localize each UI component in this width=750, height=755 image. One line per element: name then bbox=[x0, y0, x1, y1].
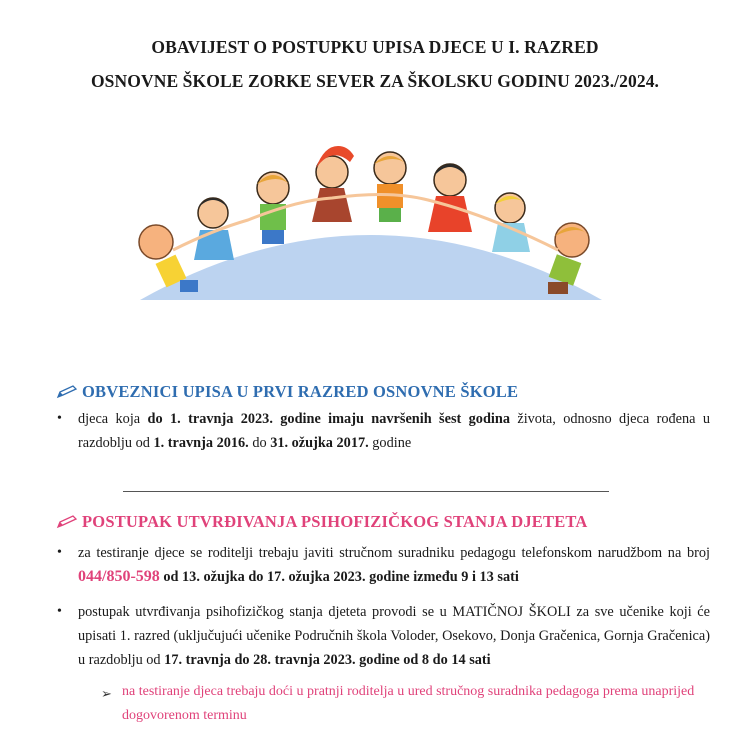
section2-item1: za testiranje djece se roditelji trebaju javiti stručnom suradniku pedagogu telefonskom narudžbom na broj 044/850-598 od 13. ožujka do 17. ožujka 2023. godine između 9 i 13 sati bbox=[78, 545, 710, 585]
section1-item1: djeca koja do 1. travnja 2023. godine imaju navršenih šest godina života, odnosno djeca rođena u razdoblju od 1. travnja 2016. do 31. ožujka 2017. godine bbox=[78, 411, 710, 451]
pencil-icon bbox=[56, 515, 78, 529]
section-heading-assessment bbox=[56, 512, 588, 532]
children-on-globe-illustration bbox=[128, 140, 614, 315]
phone-number: 044/850-598 bbox=[78, 568, 160, 585]
section2-subitem1: na testiranje djeca trebaju doći u pratnji roditelja u ured stručnog suradnika pedagoga prema unaprijed dogovorenom terminu bbox=[122, 684, 695, 723]
arrow-bullet-icon: ➢ bbox=[101, 686, 112, 701]
document-title-line2: OSNOVNE ŠKOLE ZORKE SEVER ZA ŠKOLSKU GODINU 2023./2024. bbox=[90, 71, 660, 91]
bullet-icon: • bbox=[57, 604, 62, 619]
section-heading-enrollment bbox=[56, 382, 518, 402]
section1-heading-text: OBVEZNICI UPISA U PRVI RAZRED OSNOVNE ŠKOLE bbox=[82, 382, 519, 401]
bullet-icon: • bbox=[57, 411, 62, 426]
bullet-icon: • bbox=[57, 545, 62, 560]
document-title-line1: OBAVIJEST O POSTUPKU UPISA DJECE U I. RAZRED bbox=[151, 37, 599, 57]
section2-item2: postupak utvrđivanja psihofizičkog stanja djeteta provodi se u MATIČNOJ ŠKOLI za sve učenike koji će upisati 1. razred (uključujući učenike Područnih škola Voloder, Osekovo, Donja Gračenica, Gornja Gračenica) u razdoblju od 17. travnja do 28. travnja 2023. godine od 8 do 14 sati bbox=[78, 604, 710, 668]
section2-heading-text: POSTUPAK UTVRĐIVANJA PSIHOFIZIČKOG STANJA DJETETA bbox=[82, 512, 588, 531]
section-divider bbox=[123, 491, 609, 492]
pencil-icon bbox=[56, 385, 78, 399]
